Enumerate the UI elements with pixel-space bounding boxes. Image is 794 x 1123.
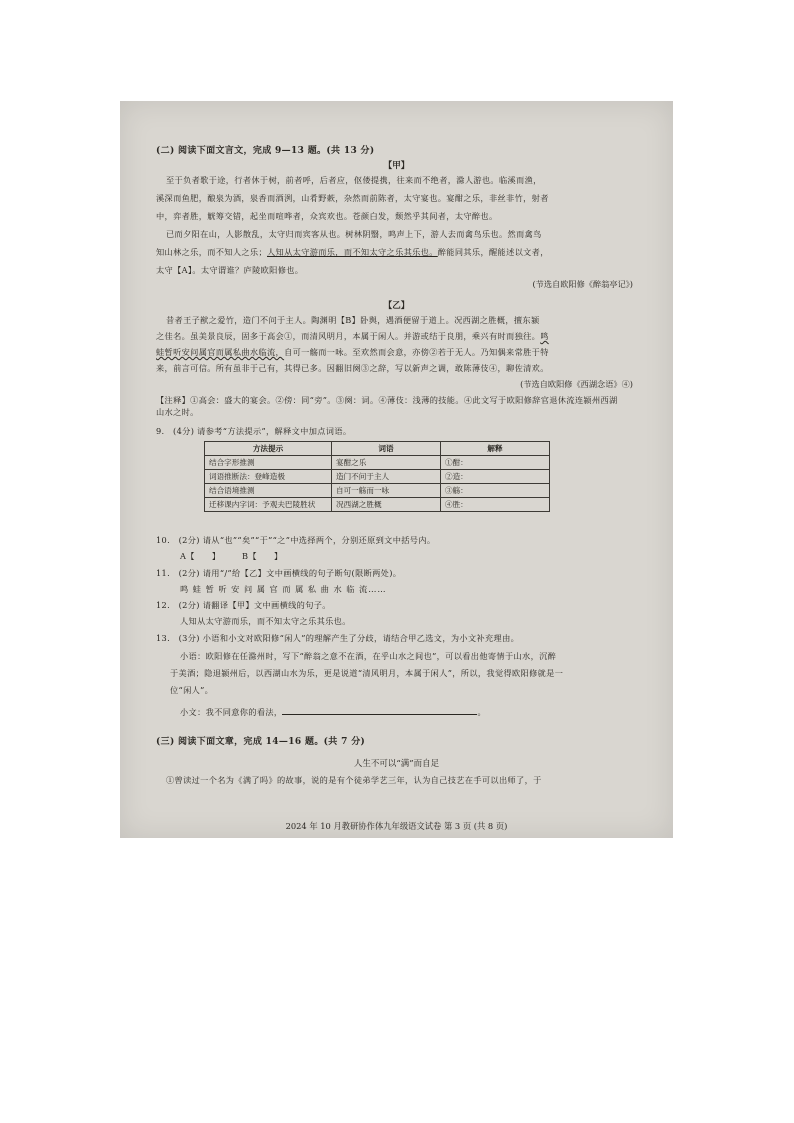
question-11: 11. (2分) 请用“/”给【乙】文中画横线的句子断句(限断两处)。 xyxy=(156,568,402,578)
yi-line-2 xyxy=(156,331,549,342)
yi-line-4: 来，前言可信。所有虽非于己有，其得已多。因翻旧阕③之辞，写以新声之调，敢陈薄伎④，聊佐清欢。 xyxy=(156,363,549,373)
table-header-method: 方法提示 xyxy=(205,442,332,456)
q11-sentence[interactable]: 鸣 蛙 暂 听 安 问 属 官 而 属 私 曲 水 临 流…… xyxy=(180,584,387,594)
table-cell: 词语推断法：登峰造极 xyxy=(205,470,332,484)
table-row xyxy=(205,456,550,470)
table-header-word: 词语 xyxy=(332,442,441,456)
q13-xiaoyu-line-3: 位“闲人”。 xyxy=(170,685,214,695)
method-hint-table xyxy=(204,441,550,512)
jia-underlined-sentence: 人知从太守游而乐，而不知太守之乐其乐也。 xyxy=(267,247,438,257)
jia-source: (节选自欧阳修《醉翁亭记》) xyxy=(532,279,633,289)
q13-period: 。 xyxy=(477,707,486,717)
table-cell: 自可一觞而一咏 xyxy=(332,484,441,498)
table-cell: 造门不问于主人 xyxy=(332,470,441,484)
q13-answer-blank[interactable] xyxy=(282,705,477,715)
jia-line-2: 溪深而鱼肥，酿泉为酒，泉香而酒洌，山肴野蔌，杂然而前陈者，太守宴也。宴酣之乐，非丝非竹，射者 xyxy=(156,193,549,203)
q13-xiaowen-line xyxy=(180,705,486,718)
answer-cell[interactable]: ④胜： xyxy=(441,498,550,512)
yi-source: (节选自欧阳修《西湖念语》④) xyxy=(520,379,633,389)
q13-xiaoyu-line-2: 于美酒；隐退颍州后，以西湖山水为乐，更是说道“清风明月，本属于闲人”，所以，我觉得欧阳修就是一 xyxy=(170,668,564,678)
article-title: 人生不可以“满”而自足 xyxy=(353,759,440,769)
table-cell: 结合字形推测 xyxy=(205,456,332,470)
table-cell: 结合语境推测 xyxy=(205,484,332,498)
q10-answer-a[interactable]: A【 】 xyxy=(180,551,221,561)
question-9: 9. (4分) 请参考“方法提示”，解释文中加点词语。 xyxy=(156,426,352,436)
table-cell: 宴酣之乐 xyxy=(332,456,441,470)
q10-answer-b[interactable]: B【 】 xyxy=(242,551,283,561)
table-cell: 况西湖之胜概 xyxy=(332,498,441,512)
jia-line-3: 中，弈者胜，觥筹交错，起坐而喧哗者，众宾欢也。苍颜白发，颓然乎其间者，太守醉也。 xyxy=(156,211,498,221)
table-row xyxy=(205,470,550,484)
jia-line-6: 太守【A】。太守谓谁？庐陵欧阳修也。 xyxy=(156,265,304,275)
q12-sentence: 人知从太守游而乐，而不知太守之乐其乐也。 xyxy=(180,616,351,626)
question-13: 13. (3分) 小语和小文对欧阳修“闲人”的理解产生了分歧，请结合甲乙选文，为小文补充理由。 xyxy=(156,633,520,643)
yi-line-2-text: 之佳名。虽美景良辰，固多于高会①，而清风明月，本属于闲人。并游或结于良朋，乘兴有时而独往。 xyxy=(156,331,541,341)
table-row xyxy=(205,498,550,512)
yi-line-1: 昔者王子猷之爱竹，造门不问于主人。陶渊明【B】卧舆，遇酒便留于道上。况西湖之胜概，擅东颍 xyxy=(166,315,540,325)
q13-xiaowen-text: 小文：我不同意你的看法， xyxy=(180,707,283,717)
q13-xiaoyu-line-1: 小语：欧阳修在任滁州时，写下“醉翁之意不在酒，在乎山水之间也”，可以看出他寄情于山水，沉醉 xyxy=(180,651,557,661)
table-header-row xyxy=(205,442,550,456)
section-2-heading: (二) 阅读下面文言文，完成 9—13 题。(共 13 分) xyxy=(156,146,375,156)
yi-wave-head: 鸣 xyxy=(540,331,549,341)
question-12: 12. (2分) 请翻译【甲】文中画横线的句子。 xyxy=(156,600,331,610)
yi-line-3 xyxy=(156,347,549,358)
passage-yi-title: 【乙】 xyxy=(383,301,410,311)
answer-cell[interactable]: ②造： xyxy=(441,470,550,484)
section-3-heading: (三) 阅读下面文章，完成 14—16 题。(共 7 分) xyxy=(156,737,366,747)
jia-line-5-tail: 醉能同其乐，醒能述以文者， xyxy=(437,247,549,257)
question-10: 10. (2分) 请从“也”“矣”“于”“之”中选择两个，分别还原到文中括号内。 xyxy=(156,535,436,545)
passage-jia-title: 【甲】 xyxy=(383,161,410,171)
table-cell: 迁移课内字词：予观夫巴陵胜状 xyxy=(205,498,332,512)
exam-page xyxy=(120,101,673,838)
table-row xyxy=(205,484,550,498)
table-header-explain: 解释 xyxy=(441,442,550,456)
yi-wavy-sentence: 蛙暂听安问属官而属私曲水临流， xyxy=(156,347,285,357)
jia-line-1: 至于负者歌于途，行者休于树，前者呼，后者应，伛偻提携，往来而不绝者，滁人游也。临溪而渔， xyxy=(166,175,542,185)
jia-line-5-lead: 知山林之乐，而不知人之乐； xyxy=(156,247,267,257)
annotation-notes: 【注释】①高会：盛大的宴会。②傍：同“旁”。③阕：词。④薄伎：浅薄的技能。④此文写于欧阳修辞官退休流连颍州西湖 xyxy=(156,395,618,405)
jia-line-5 xyxy=(156,247,549,258)
jia-line-4: 已而夕阳在山，人影散乱，太守归而宾客从也。树林阴翳，鸣声上下，游人去而禽鸟乐也。然而禽鸟 xyxy=(166,229,542,239)
answer-cell[interactable]: ③觞： xyxy=(441,484,550,498)
answer-cell[interactable]: ①酣： xyxy=(441,456,550,470)
page-footer: 2024 年 10 月教研协作体九年级语文试卷 第 3 页 (共 8 页) xyxy=(285,821,508,831)
article-paragraph-1: ①曾读过一个名为《满了吗》的故事，说的是有个徒弟学艺三年，认为自己技艺在手可以出师了，于 xyxy=(166,775,542,785)
annotation-notes-cont: 山水之时。 xyxy=(156,407,199,417)
yi-line-3-rest: 自可一觞而一咏。至欢然而会意，亦傍②若于无人。乃知偶来常胜于特 xyxy=(284,347,549,357)
